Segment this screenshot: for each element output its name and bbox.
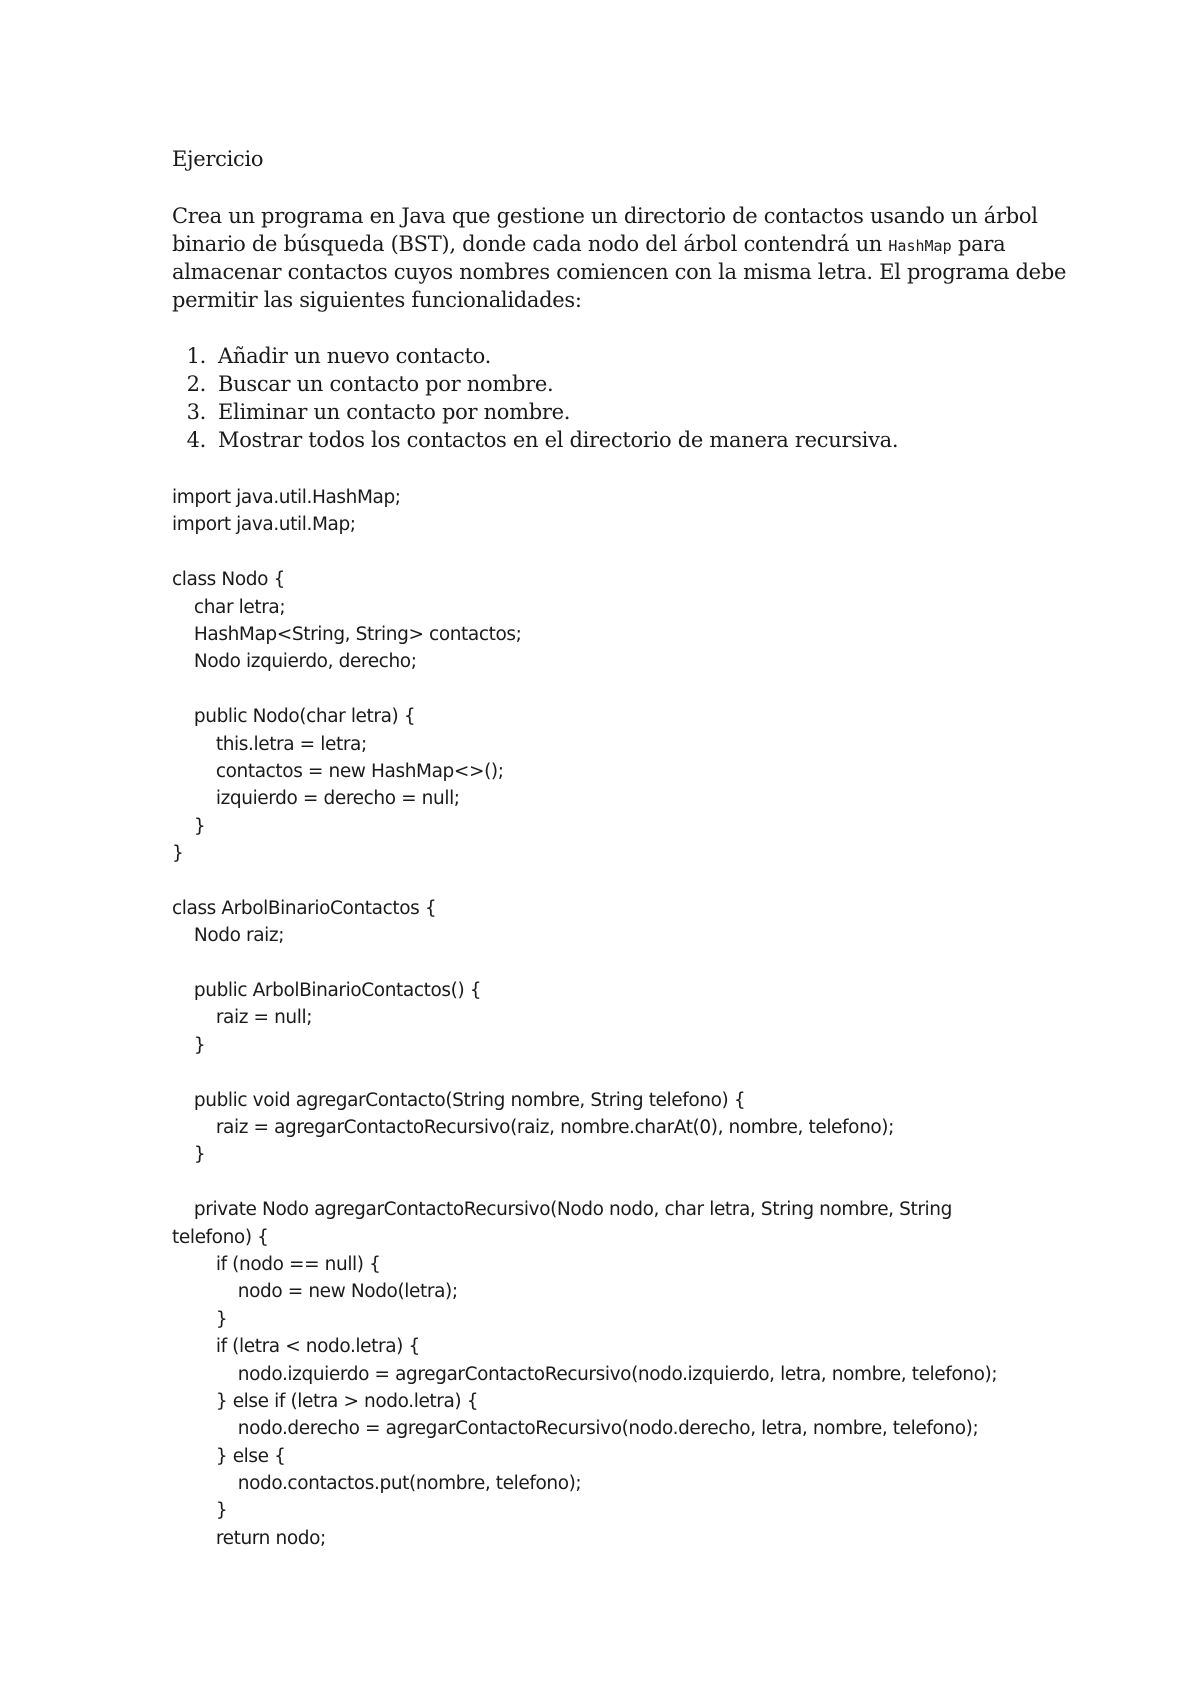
code-line <box>172 1059 997 1086</box>
description-line: Crea un programa en Java que gestione un directorio de contactos usando un árbol <box>172 204 1038 228</box>
code-line: char letra; <box>172 596 286 618</box>
feature-text: Mostrar todos los contactos en el directorio de manera recursiva. <box>218 428 899 452</box>
code-line: public Nodo(char letra) { <box>172 706 416 728</box>
feature-item <box>172 342 898 370</box>
description-line: almacenar contactos cuyos nombres comiencen con la misma letra. El programa debe <box>172 260 1067 284</box>
code-line: import java.util.Map; <box>172 514 356 536</box>
feature-text: Eliminar un contacto por nombre. <box>218 400 571 424</box>
code-line: class Nodo { <box>172 569 285 591</box>
code-line <box>172 676 997 703</box>
code-line: if (nodo == null) { <box>172 1253 381 1275</box>
feature-text: Buscar un contacto por nombre. <box>218 372 554 396</box>
code-listing <box>172 484 997 1552</box>
feature-number: 1. <box>186 344 206 368</box>
description-text: para <box>951 232 1006 256</box>
code-line: this.letra = letra; <box>172 733 367 755</box>
code-line: import java.util.HashMap; <box>172 487 401 508</box>
code-line: } else { <box>172 1445 286 1467</box>
code-line: } <box>172 843 184 865</box>
code-line: nodo.izquierdo = agregarContactoRecursivo(nodo.izquierdo, letra, nombre, telefono); <box>172 1363 998 1385</box>
code-line <box>172 1169 997 1196</box>
code-line <box>172 867 997 894</box>
feature-item <box>172 426 898 454</box>
code-line: HashMap<String, String> contactos; <box>172 623 522 645</box>
code-line: telefono) { <box>172 1226 269 1248</box>
code-line: raiz = agregarContactoRecursivo(raiz, nombre.charAt(0), nombre, telefono); <box>172 1116 894 1138</box>
exercise-description <box>172 202 1067 314</box>
feature-number: 2. <box>186 372 206 396</box>
code-line: public ArbolBinarioContactos() { <box>172 980 482 1002</box>
code-line: public void agregarContacto(String nombre, String telefono) { <box>172 1089 746 1111</box>
feature-number: 3. <box>186 400 206 424</box>
description-line <box>172 230 1052 258</box>
code-line: return nodo; <box>172 1527 326 1549</box>
feature-item <box>172 370 898 398</box>
code-line: } <box>172 1034 206 1056</box>
code-line: raiz = null; <box>172 1007 313 1029</box>
code-line: nodo = new Nodo(letra); <box>172 1281 458 1303</box>
code-line: } <box>172 815 206 837</box>
code-line: class ArbolBinarioContactos { <box>172 897 437 919</box>
code-line: contactos = new HashMap<>(); <box>172 760 504 782</box>
code-line <box>172 950 997 977</box>
description-text: binario de búsqueda (BST), donde cada nodo del árbol contendrá un <box>172 232 889 256</box>
description-line: permitir las siguientes funcionalidades: <box>172 288 582 312</box>
feature-number: 4. <box>186 428 206 452</box>
code-line: } <box>172 1308 228 1330</box>
feature-text: Añadir un nuevo contacto. <box>218 344 492 368</box>
code-line: } <box>172 1144 206 1166</box>
feature-list <box>172 342 898 454</box>
code-line: } <box>172 1500 228 1522</box>
code-line: } else if (letra > nodo.letra) { <box>172 1390 479 1412</box>
code-line: izquierdo = derecho = null; <box>172 788 460 810</box>
code-line: nodo.contactos.put(nombre, telefono); <box>172 1473 582 1495</box>
code-line: Nodo raiz; <box>172 925 285 947</box>
code-line <box>172 539 997 566</box>
exercise-title: Ejercicio <box>172 147 264 171</box>
code-line: Nodo izquierdo, derecho; <box>172 651 417 673</box>
code-line: private Nodo agregarContactoRecursivo(Nodo nodo, char letra, String nombre, String <box>172 1199 952 1221</box>
feature-item <box>172 398 898 426</box>
code-line: if (letra < nodo.letra) { <box>172 1336 420 1358</box>
inline-code-hashmap: HashMap <box>888 237 952 255</box>
code-line: nodo.derecho = agregarContactoRecursivo(nodo.derecho, letra, nombre, telefono); <box>172 1418 979 1440</box>
